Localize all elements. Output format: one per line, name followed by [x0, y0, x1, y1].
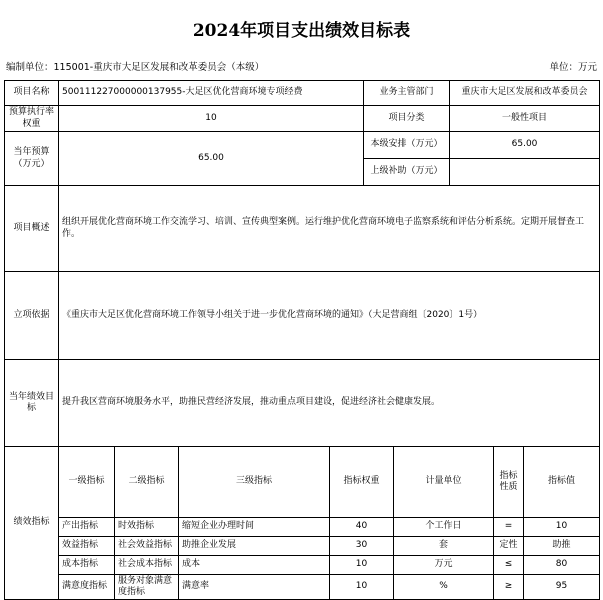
- table-row: [5, 555, 600, 574]
- value-cell: 95: [524, 574, 600, 600]
- level2-cell: 时效指标: [115, 517, 179, 536]
- currency-note: 单位：万元: [549, 62, 597, 73]
- row-overview: [5, 186, 600, 272]
- level3-cell: 满意率: [179, 574, 330, 600]
- level1-cell: 效益指标: [59, 536, 115, 555]
- unit-value: 115001-重庆市大足区发展和改革委员会（本级）: [53, 62, 265, 73]
- col-header: 指标性质: [494, 447, 524, 518]
- col-header: 三级指标: [179, 447, 330, 518]
- level1-cell: 满意度指标: [59, 574, 115, 600]
- col-header: 一级指标: [59, 447, 115, 518]
- subsidy-label: 上级补助（万元）: [364, 159, 450, 186]
- local-value: 65.00: [450, 132, 600, 159]
- indicator-header-row: [5, 447, 600, 518]
- unit-cell: 套: [394, 536, 494, 555]
- goal-label: 当年绩效目标: [5, 360, 59, 447]
- nature-cell: ≤: [494, 555, 524, 574]
- local-label: 本级安排（万元）: [364, 132, 450, 159]
- col-header: 计量单位: [394, 447, 494, 518]
- overview-value: 组织开展优化营商环境工作交流学习、培训、宣传典型案例。运行维护优化营商环境电子监察系统和评估分析系统。定期开展督查工作。: [59, 186, 600, 272]
- unit-label: 编制单位：115001-重庆市大足区发展和改革委员会（本级）: [6, 62, 265, 73]
- unit-cell: 万元: [394, 555, 494, 574]
- basis-label: 立项依据: [5, 272, 59, 360]
- weight-cell: 40: [330, 517, 394, 536]
- table-row: [5, 536, 600, 555]
- subsidy-value: [450, 159, 600, 186]
- unit-line: [0, 58, 603, 78]
- level1-cell: 成本指标: [59, 555, 115, 574]
- row-budget-local: [5, 132, 600, 159]
- table-row: [5, 574, 600, 600]
- indicators-section-label: 绩效指标: [5, 447, 59, 600]
- project-name-value: 500111227000000137955-大足区优化营商环境专项经费: [59, 81, 364, 106]
- goal-value: 提升我区营商环境服务水平，助推民营经济发展，推动重点项目建设，促进经济社会健康发展。: [59, 360, 600, 447]
- project-name-label: 项目名称: [5, 81, 59, 106]
- nature-cell: =: [494, 517, 524, 536]
- level1-cell: 产出指标: [59, 517, 115, 536]
- exec-weight-label: 预算执行率权重: [5, 106, 59, 132]
- row-goal: [5, 360, 600, 447]
- level2-cell: 社会成本指标: [115, 555, 179, 574]
- budget-label: 当年预算（万元）: [5, 132, 59, 186]
- page-title: 2024年项目支出绩效目标表: [192, 20, 411, 41]
- row-project-name: [5, 81, 600, 106]
- target-table: [4, 80, 600, 600]
- col-header: 指标值: [524, 447, 600, 518]
- value-cell: 80: [524, 555, 600, 574]
- row-basis: [5, 272, 600, 360]
- basis-value: 《重庆市大足区优化营商环境工作领导小组关于进一步优化营商环境的通知》（大足营商组〔2020〕1号）: [59, 272, 600, 360]
- unit-cell: 个工作日: [394, 517, 494, 536]
- nature-cell: ≥: [494, 574, 524, 600]
- category-value: 一般性项目: [450, 106, 600, 132]
- level2-cell: 社会效益指标: [115, 536, 179, 555]
- value-cell: 10: [524, 517, 600, 536]
- dept-label: 业务主管部门: [364, 81, 450, 106]
- level3-cell: 缩短企业办理时间: [179, 517, 330, 536]
- col-header: 二级指标: [115, 447, 179, 518]
- level3-cell: 助推企业发展: [179, 536, 330, 555]
- level2-cell: 服务对象满意度指标: [115, 574, 179, 600]
- nature-cell: 定性: [494, 536, 524, 555]
- overview-label: 项目概述: [5, 186, 59, 272]
- category-label: 项目分类: [364, 106, 450, 132]
- col-header: 指标权重: [330, 447, 394, 518]
- table-row: [5, 517, 600, 536]
- budget-value: 65.00: [59, 132, 364, 186]
- weight-cell: 10: [330, 555, 394, 574]
- dept-value: 重庆市大足区发展和改革委员会: [450, 81, 600, 106]
- level3-cell: 成本: [179, 555, 330, 574]
- unit-cell: %: [394, 574, 494, 600]
- exec-weight-value: 10: [59, 106, 364, 132]
- row-exec-weight: [5, 106, 600, 132]
- weight-cell: 30: [330, 536, 394, 555]
- value-cell: 助推: [524, 536, 600, 555]
- weight-cell: 10: [330, 574, 394, 600]
